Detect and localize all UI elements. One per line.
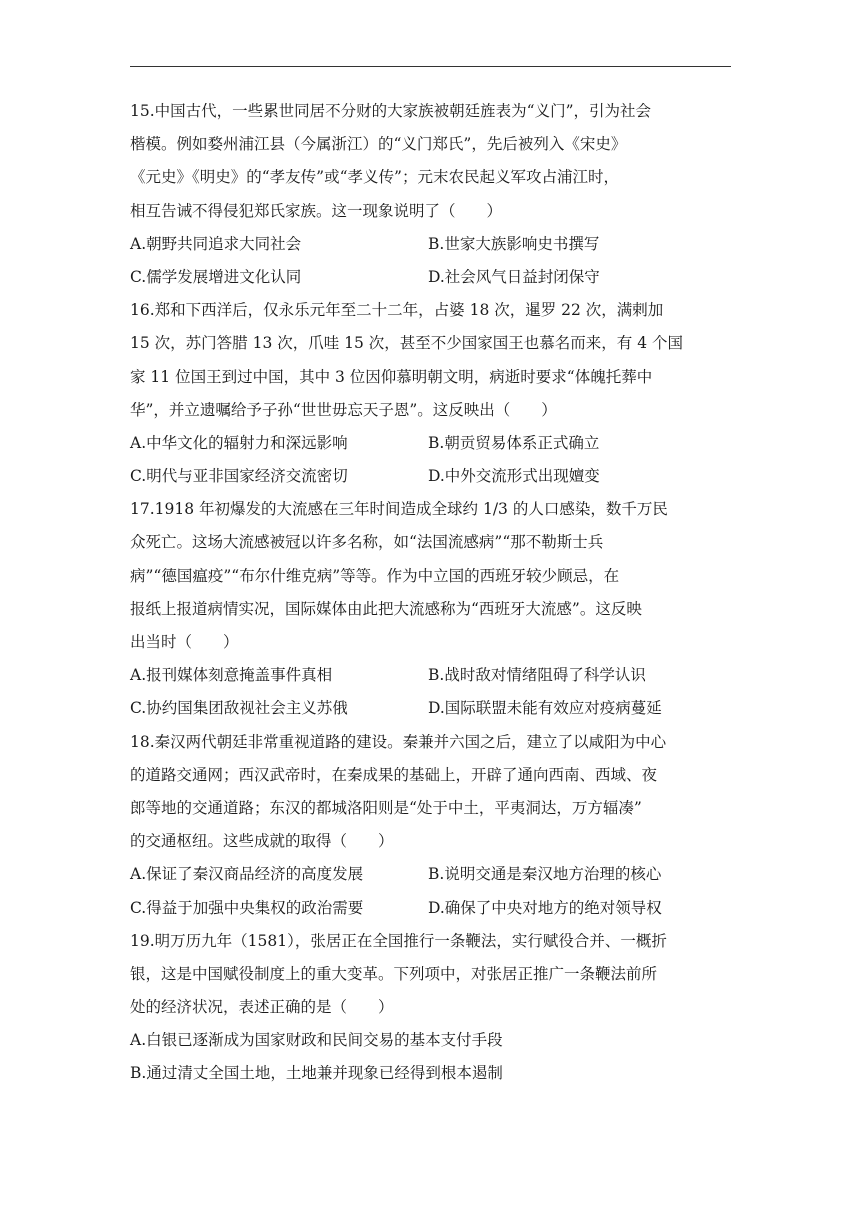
option-row: [130, 427, 730, 460]
option-b: B.朝贡贸易体系正式确立: [428, 433, 600, 452]
option-a: A.白银已逐渐成为国家财政和民间交易的基本支付手段: [130, 1031, 503, 1050]
question-stem-line: 18.秦汉两代朝廷非常重视道路的建设。秦兼并六国之后，建立了以咸阳为中心: [130, 732, 667, 751]
question-stem-line: 报纸上报道病情实况，国际媒体由此把大流感称为“西班牙大流感”。这反映: [130, 599, 642, 618]
question-stem-line: 楷模。例如婺州浦江县（今属浙江）的“义门郑氏”，先后被列入《宋史》: [130, 135, 627, 154]
question-stem-line: 17.1918 年初爆发的大流感在三年时间造成全球约 1/3 的人口感染，数千万民: [130, 500, 668, 519]
question-17: [130, 493, 730, 725]
option-c: C.明代与亚非国家经济交流密切: [130, 467, 348, 486]
question-stem-line: 出当时（ ）: [130, 633, 239, 651]
question-stem-line: 的交通枢纽。这些成就的取得（ ）: [130, 832, 394, 851]
option-c: C.得益于加强中央集权的政治需要: [130, 898, 364, 917]
question-list: [130, 95, 730, 1091]
question-stem-line: 众死亡。这场大流感被冠以许多名称，如“法国流感病”“那不勒斯士兵: [130, 533, 604, 552]
option-b: B.世家大族影响史书撰写: [428, 234, 600, 253]
option-c: C.儒学发展增进文化认同: [130, 267, 302, 286]
question-stem-line: 银，这是中国赋役制度上的重大变革。下列项中，对张居正推广一条鞭法前所: [130, 964, 658, 983]
question-15: [130, 95, 730, 294]
option-row: [130, 460, 730, 493]
question-stem-line: 《元史》《明史》的“孝友传”或“孝义传”；元末农民起义军攻占浦江时，: [130, 168, 619, 187]
question-stem-line: 的道路交通网；西汉武帝时，在秦成果的基础上，开辟了通向西南、西域、夜: [130, 765, 658, 784]
option-a: A.保证了秦汉商品经济的高度发展: [130, 865, 364, 884]
question-stem-line: 病”“德国瘟疫”“布尔什维克病”等等。作为中立国的西班牙较少顾忌，在: [130, 566, 620, 585]
question-16: [130, 294, 730, 493]
option-d: D.中外交流形式出现嬗变: [428, 467, 600, 486]
option-a: A.朝野共同追求大同社会: [130, 234, 302, 253]
question-stem-line: 相互告诫不得侵犯郑氏家族。这一现象说明了（ ）: [130, 201, 503, 220]
question-stem-line: 郎等地的交通道路；东汉的都城洛阳则是“处于中土，平夷洞达，万方辐凑”: [130, 798, 642, 817]
option-row: [130, 858, 730, 891]
option-row: [130, 261, 730, 294]
option-row: [130, 228, 730, 261]
question-stem-line: 华”，并立遗嘱给予子孙“世世毋忘天子恩”。这反映出（ ）: [130, 400, 557, 419]
option-b: B.战时敌对情绪阻碍了科学认识: [428, 666, 646, 685]
question-stem-line: 15 次，苏门答腊 13 次，爪哇 15 次，甚至不少国家国王也慕名而来，有 4 个国: [130, 334, 684, 353]
option-d: D.社会风气日益封闭保守: [428, 267, 600, 286]
option-row: [130, 659, 730, 692]
question-stem-line: 处的经济状况，表述正确的是（ ）: [130, 998, 394, 1017]
question-19: [130, 925, 730, 1091]
option-c: C.协约国集团敌视社会主义苏俄: [130, 699, 348, 718]
question-stem-line: 19.明万历九年（1581），张居正在全国推行一条鞭法，实行赋役合并、一概折: [130, 931, 667, 950]
option-b: B.通过清丈全国土地，土地兼并现象已经得到根本遏制: [130, 1064, 503, 1083]
question-18: [130, 726, 730, 925]
option-b: B.说明交通是秦汉地方治理的核心: [428, 865, 662, 884]
option-d: D.确保了中央对地方的绝对领导权: [428, 898, 662, 917]
option-a: A.中华文化的辐射力和深远影响: [130, 433, 348, 452]
question-stem-line: 家 11 位国王到过中国，其中 3 位因仰慕明朝文明，病逝时要求“体魄托葬中: [130, 367, 653, 386]
question-stem-line: 15.中国古代，一些累世同居不分财的大家族被朝廷旌表为“义门”，引为社会: [130, 102, 652, 120]
option-a: A.报刊媒体刻意掩盖事件真相: [130, 666, 333, 685]
option-row: [130, 892, 730, 925]
option-row: [130, 692, 730, 725]
option-d: D.国际联盟未能有效应对疫病蔓延: [428, 699, 662, 718]
question-stem-line: 16.郑和下西洋后，仅永乐元年至二十二年，占婆 18 次，暹罗 22 次，满剌加: [130, 301, 664, 320]
header-rule: [130, 66, 731, 67]
